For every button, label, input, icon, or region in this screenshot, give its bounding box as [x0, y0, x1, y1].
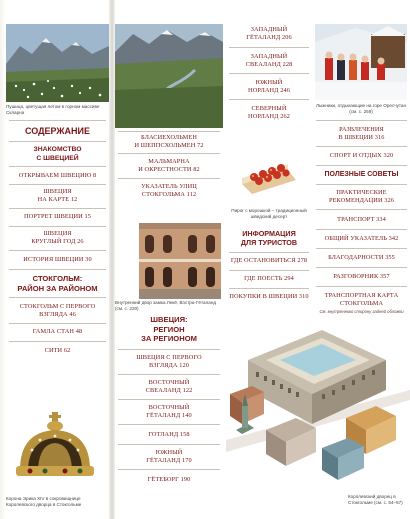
divider — [316, 120, 407, 121]
toc-item[interactable]: ТРАНСПОРТНАЯ КАРТА СТОКГОЛЬМА — [324, 292, 399, 307]
valley-photo — [115, 24, 223, 128]
divider — [9, 226, 106, 227]
divider — [229, 288, 309, 289]
divider — [229, 270, 309, 271]
toc-item[interactable]: ПОРТРЕТ ШВЕЦИИ 15 — [24, 213, 91, 220]
divider — [9, 120, 106, 121]
divider — [9, 297, 106, 298]
section-heading-stockholm: СТОКГОЛЬМ: РАЙОН ЗА РАЙОНОМ — [17, 274, 98, 293]
section-heading-tips: ПОЛЕЗНЫЕ СОВЕТЫ — [324, 171, 399, 178]
divider — [316, 229, 407, 230]
palace-caption: Королевский дворец в Стокгольме (см. с. 54–57) — [348, 494, 403, 505]
divider — [118, 178, 220, 179]
map-note: См. внутреннюю сторону задней обложки — [319, 309, 404, 314]
divider — [9, 208, 106, 209]
pie-caption: Пирог с морошкой – традиционный шведский десерт — [231, 208, 307, 219]
toc-item[interactable]: ШВЕЦИЯ НА КАРТЕ 12 — [37, 188, 78, 203]
divider — [316, 209, 407, 210]
toc-item[interactable]: ВОСТОЧНЫЙ СВЕАЛАНД 122 — [145, 379, 193, 394]
toc-item[interactable]: ВОСТОЧНЫЙ ГЁТАЛАНД 140 — [146, 404, 192, 419]
toc-item[interactable]: УКАЗАТЕЛЬ УЛИЦ СТОКГОЛЬМА 112 — [141, 183, 197, 198]
toc-item[interactable]: СПОРТ И ОТДЫХ 320 — [329, 152, 394, 159]
toc-item[interactable]: РАЗГОВОРНИК 357 — [333, 273, 390, 280]
crown-caption: Корона Эрика XIV в сокровищнице Королевского дворца в Стокгольме — [6, 496, 82, 507]
divider — [316, 267, 407, 268]
mountain-photo — [6, 24, 109, 102]
crown-image — [10, 410, 100, 482]
divider — [9, 250, 106, 251]
toc-item[interactable]: ГДЕ ПОЕСТЬ 294 — [244, 275, 294, 282]
pie-photo — [238, 150, 300, 200]
toc-item[interactable]: ШВЕЦИЯ С ПЕРВОГО ВЗГЛЯДА 120 — [136, 354, 202, 369]
toc-item[interactable]: БЛАГОДАРНОСТИ 355 — [328, 254, 395, 261]
mountain-caption: Пушица, цветущая летом в горном массиве Скларна — [6, 104, 100, 115]
section-heading-regions: ШВЕЦИЯ: РЕГИОН ЗА РЕГИОНОМ — [141, 315, 197, 344]
toc-item[interactable]: СЕВЕРНЫЙ НОРЛАНД 262 — [248, 105, 290, 120]
contents-heading: СОДЕРЖАНИЕ — [24, 126, 91, 136]
divider — [118, 349, 220, 350]
column-2 — [115, 0, 223, 519]
divider — [118, 424, 220, 425]
divider — [9, 269, 106, 270]
divider — [9, 141, 106, 142]
divider — [118, 444, 220, 445]
toc-item[interactable]: ШВЕЦИЯ КРУГЛЫЙ ГОД 26 — [31, 230, 84, 245]
divider — [229, 99, 309, 100]
divider — [316, 165, 407, 166]
divider — [118, 153, 220, 154]
column-1 — [6, 0, 109, 519]
courtyard-photo — [139, 223, 221, 299]
toc-item[interactable]: ЮЖНЫЙ ГЁТАЛАНД 170 — [146, 449, 192, 464]
divider — [118, 469, 220, 470]
toc-item[interactable]: ОБЩИЙ УКАЗАТЕЛЬ 342 — [324, 235, 399, 242]
divider — [118, 131, 220, 132]
toc-item[interactable]: ОТКРЫВАЕМ ШВЕЦИЮ 8 — [18, 172, 97, 179]
divider — [118, 399, 220, 400]
toc-item[interactable]: СИТИ 62 — [44, 347, 71, 354]
section-heading-intro: ЗНАКОМСТВО С ШВЕЦИЕЙ — [33, 146, 82, 162]
toc-item[interactable]: ПРАКТИЧЕСКИЕ РЕКОМЕНДАЦИИ 326 — [328, 189, 395, 204]
toc-item[interactable]: ГДЕ ОСТАНОВИТЬСЯ 278 — [230, 257, 308, 264]
toc-item[interactable]: БЛАСИЕХОЛЬМЕН И ШЕППСХОЛЬМЕН 72 — [134, 134, 204, 149]
toc-item[interactable]: ГОТЛАНД 158 — [148, 431, 190, 438]
toc-item[interactable]: ГЁТЕБОРГ 190 — [147, 476, 191, 483]
toc-item[interactable]: ЮЖНЫЙ НОРЛАНД 246 — [248, 79, 290, 94]
divider — [316, 286, 407, 287]
skiers-caption: Лыжники, отдыхающие на горе Оресчутан (см. с. 259) — [315, 103, 407, 114]
divider — [118, 374, 220, 375]
courtyard-caption: Внутренний двор замка Лекё, Вэстра-Гёталанд (см. с. 220) — [115, 300, 217, 311]
royal-palace-illustration — [226, 320, 410, 495]
divider — [9, 184, 106, 185]
toc-item[interactable]: ГАМЛА СТАН 48 — [32, 328, 83, 335]
toc-item[interactable]: ЗАПАДНЫЙ ГЁТАЛАНД 206 — [246, 26, 292, 41]
toc-item[interactable]: ЗАПАДНЫЙ СВЕАЛАНД 228 — [245, 53, 293, 68]
toc-item[interactable]: ПОКУПКИ В ШВЕЦИИ 310 — [229, 293, 309, 300]
toc-item[interactable]: ИСТОРИЯ ШВЕЦИИ 30 — [23, 256, 92, 263]
divider — [9, 323, 106, 324]
divider — [316, 184, 407, 185]
divider — [229, 47, 309, 48]
section-heading-tourist-info: ИНФОРМАЦИЯ ДЛЯ ТУРИСТОВ — [240, 229, 298, 248]
divider — [9, 341, 106, 342]
divider — [316, 146, 407, 147]
divider — [229, 73, 309, 74]
skiers-photo — [315, 24, 407, 100]
divider — [316, 248, 407, 249]
divider — [9, 166, 106, 167]
toc-item[interactable]: МАЛЬМАРНА И ОКРЕСТНОСТИ 82 — [138, 158, 200, 173]
divider — [229, 252, 309, 253]
toc-item[interactable]: СТОКГОЛЬМ С ПЕРВОГО ВЗГЛЯДА 46 — [19, 303, 96, 318]
toc-item[interactable]: РАЗВЛЕЧЕНИЯ В ШВЕЦИИ 316 — [338, 126, 385, 141]
toc-item[interactable]: ТРАНСПОРТ 334 — [337, 216, 386, 223]
